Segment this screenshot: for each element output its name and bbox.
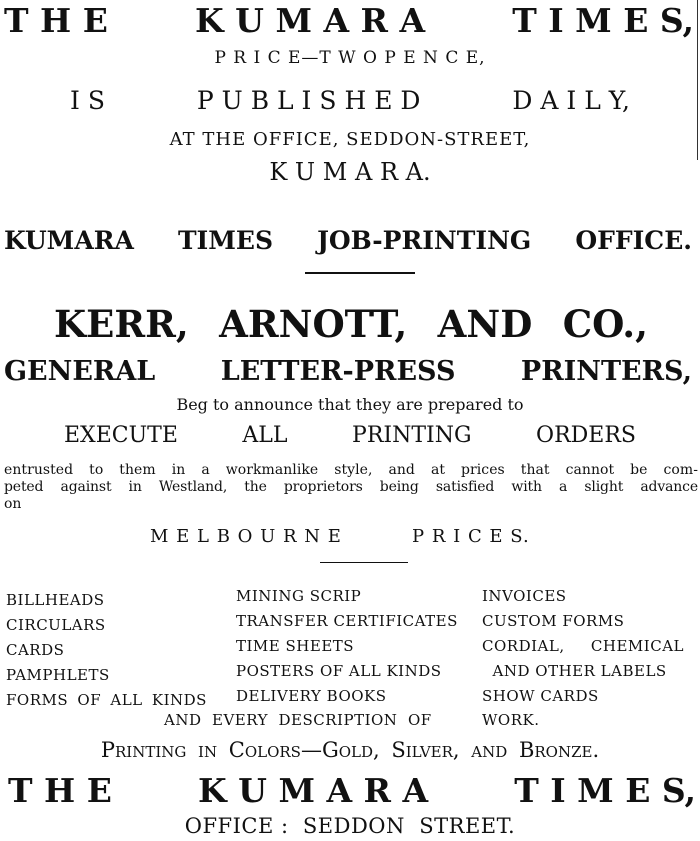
job-heading-word-1: KUMARA	[4, 226, 134, 255]
job-heading-word-3: JOB-PRINTING	[317, 226, 532, 255]
masthead-word-times: T I M E S,	[512, 1, 694, 40]
trade-word-letterpress: LETTER-PRESS	[220, 356, 456, 387]
firm-execute	[0, 425, 700, 447]
list-item: AND OTHER LABELS	[482, 662, 667, 680]
list-item: PAMPHLETS	[6, 666, 110, 684]
trade-word-printers: PRINTERS,	[520, 356, 692, 387]
firm-name	[0, 302, 700, 346]
footer-word-times: T I M E S,	[514, 771, 696, 810]
execute-word-2: ALL	[242, 423, 288, 448]
items-column-1	[6, 588, 207, 713]
firm-name-word-3: AND	[437, 302, 533, 346]
firm-name-word-2: ARNOTT,	[219, 302, 408, 346]
footer-word-the: T H E	[8, 771, 112, 810]
firm-body-text	[4, 462, 698, 513]
list-item: CORDIAL, CHEMICAL	[482, 637, 684, 655]
melbourne-word: M E L B O U R N E	[150, 526, 342, 547]
items-column-2-top	[236, 584, 458, 709]
divider-rule	[305, 272, 415, 274]
published-word-published: P U B L I S H E D	[196, 86, 421, 115]
list-item: POSTERS OF ALL KINDS	[236, 662, 442, 680]
execute-word-3: PRINTING	[352, 423, 472, 448]
footer-word-kumara: K U M A R A	[198, 771, 429, 810]
list-item: TRANSFER CERTIFICATES	[236, 612, 458, 630]
masthead-word-kumara: K U M A R A	[195, 1, 426, 40]
list-item: CIRCULARS	[6, 616, 106, 634]
list-item: MINING SCRIP	[236, 587, 362, 605]
firm-announce: Beg to announce that they are prepared to	[176, 395, 524, 414]
firm-name-word-4: CO.,	[562, 302, 648, 346]
list-item: CUSTOM FORMS	[482, 612, 625, 630]
firm-name-word-1: KERR,	[54, 302, 189, 346]
list-item: CARDS	[6, 641, 65, 659]
masthead-town: K U M A R A.	[269, 158, 431, 186]
masthead-published	[0, 88, 700, 113]
list-item: INVOICES	[482, 587, 567, 605]
trade-word-general: GENERAL	[4, 356, 156, 387]
footer-office: OFFICE : SEDDON STREET.	[184, 814, 516, 838]
items-column-3	[482, 584, 696, 709]
list-item: TIME SHEETS	[236, 637, 355, 655]
masthead-word-the: T H E	[4, 1, 108, 40]
body-line-3: on	[4, 496, 22, 512]
execute-word-1: EXECUTE	[64, 423, 178, 448]
body-line-1: entrusted to them in a workmanlike style, and at prices that cannot be com-	[4, 462, 698, 478]
colors-line: Printing in Colors—Gold, Silver, and Bronze.	[100, 738, 600, 762]
masthead-office: AT THE OFFICE, SEDDON-STREET,	[169, 129, 531, 150]
job-heading-word-4: OFFICE.	[575, 226, 692, 255]
divider-rule-small	[320, 562, 408, 563]
job-printing-heading	[0, 228, 700, 253]
body-line-2: peted against in Westland, the proprietors being satisfied with a slight advance	[4, 479, 698, 495]
every-description-text: AND EVERY DESCRIPTION OF	[164, 711, 432, 729]
every-description-work: WORK.	[482, 711, 540, 729]
published-word-is: I S	[70, 86, 105, 115]
list-item: FORMS OF ALL KINDS	[6, 691, 207, 709]
footer-title	[0, 771, 700, 810]
prices-word: P R I C E S.	[412, 526, 530, 547]
execute-word-4: ORDERS	[536, 423, 636, 448]
list-item: BILLHEADS	[6, 591, 105, 609]
masthead-title	[0, 1, 700, 40]
job-heading-word-2: TIMES	[177, 226, 274, 255]
firm-trade	[0, 358, 700, 385]
published-word-daily: D A I L Y,	[512, 86, 630, 115]
masthead-price: P R I C E—T W O P E N C E,	[214, 48, 486, 68]
list-item: DELIVERY BOOKS	[236, 687, 387, 705]
list-item: SHOW CARDS	[482, 687, 599, 705]
